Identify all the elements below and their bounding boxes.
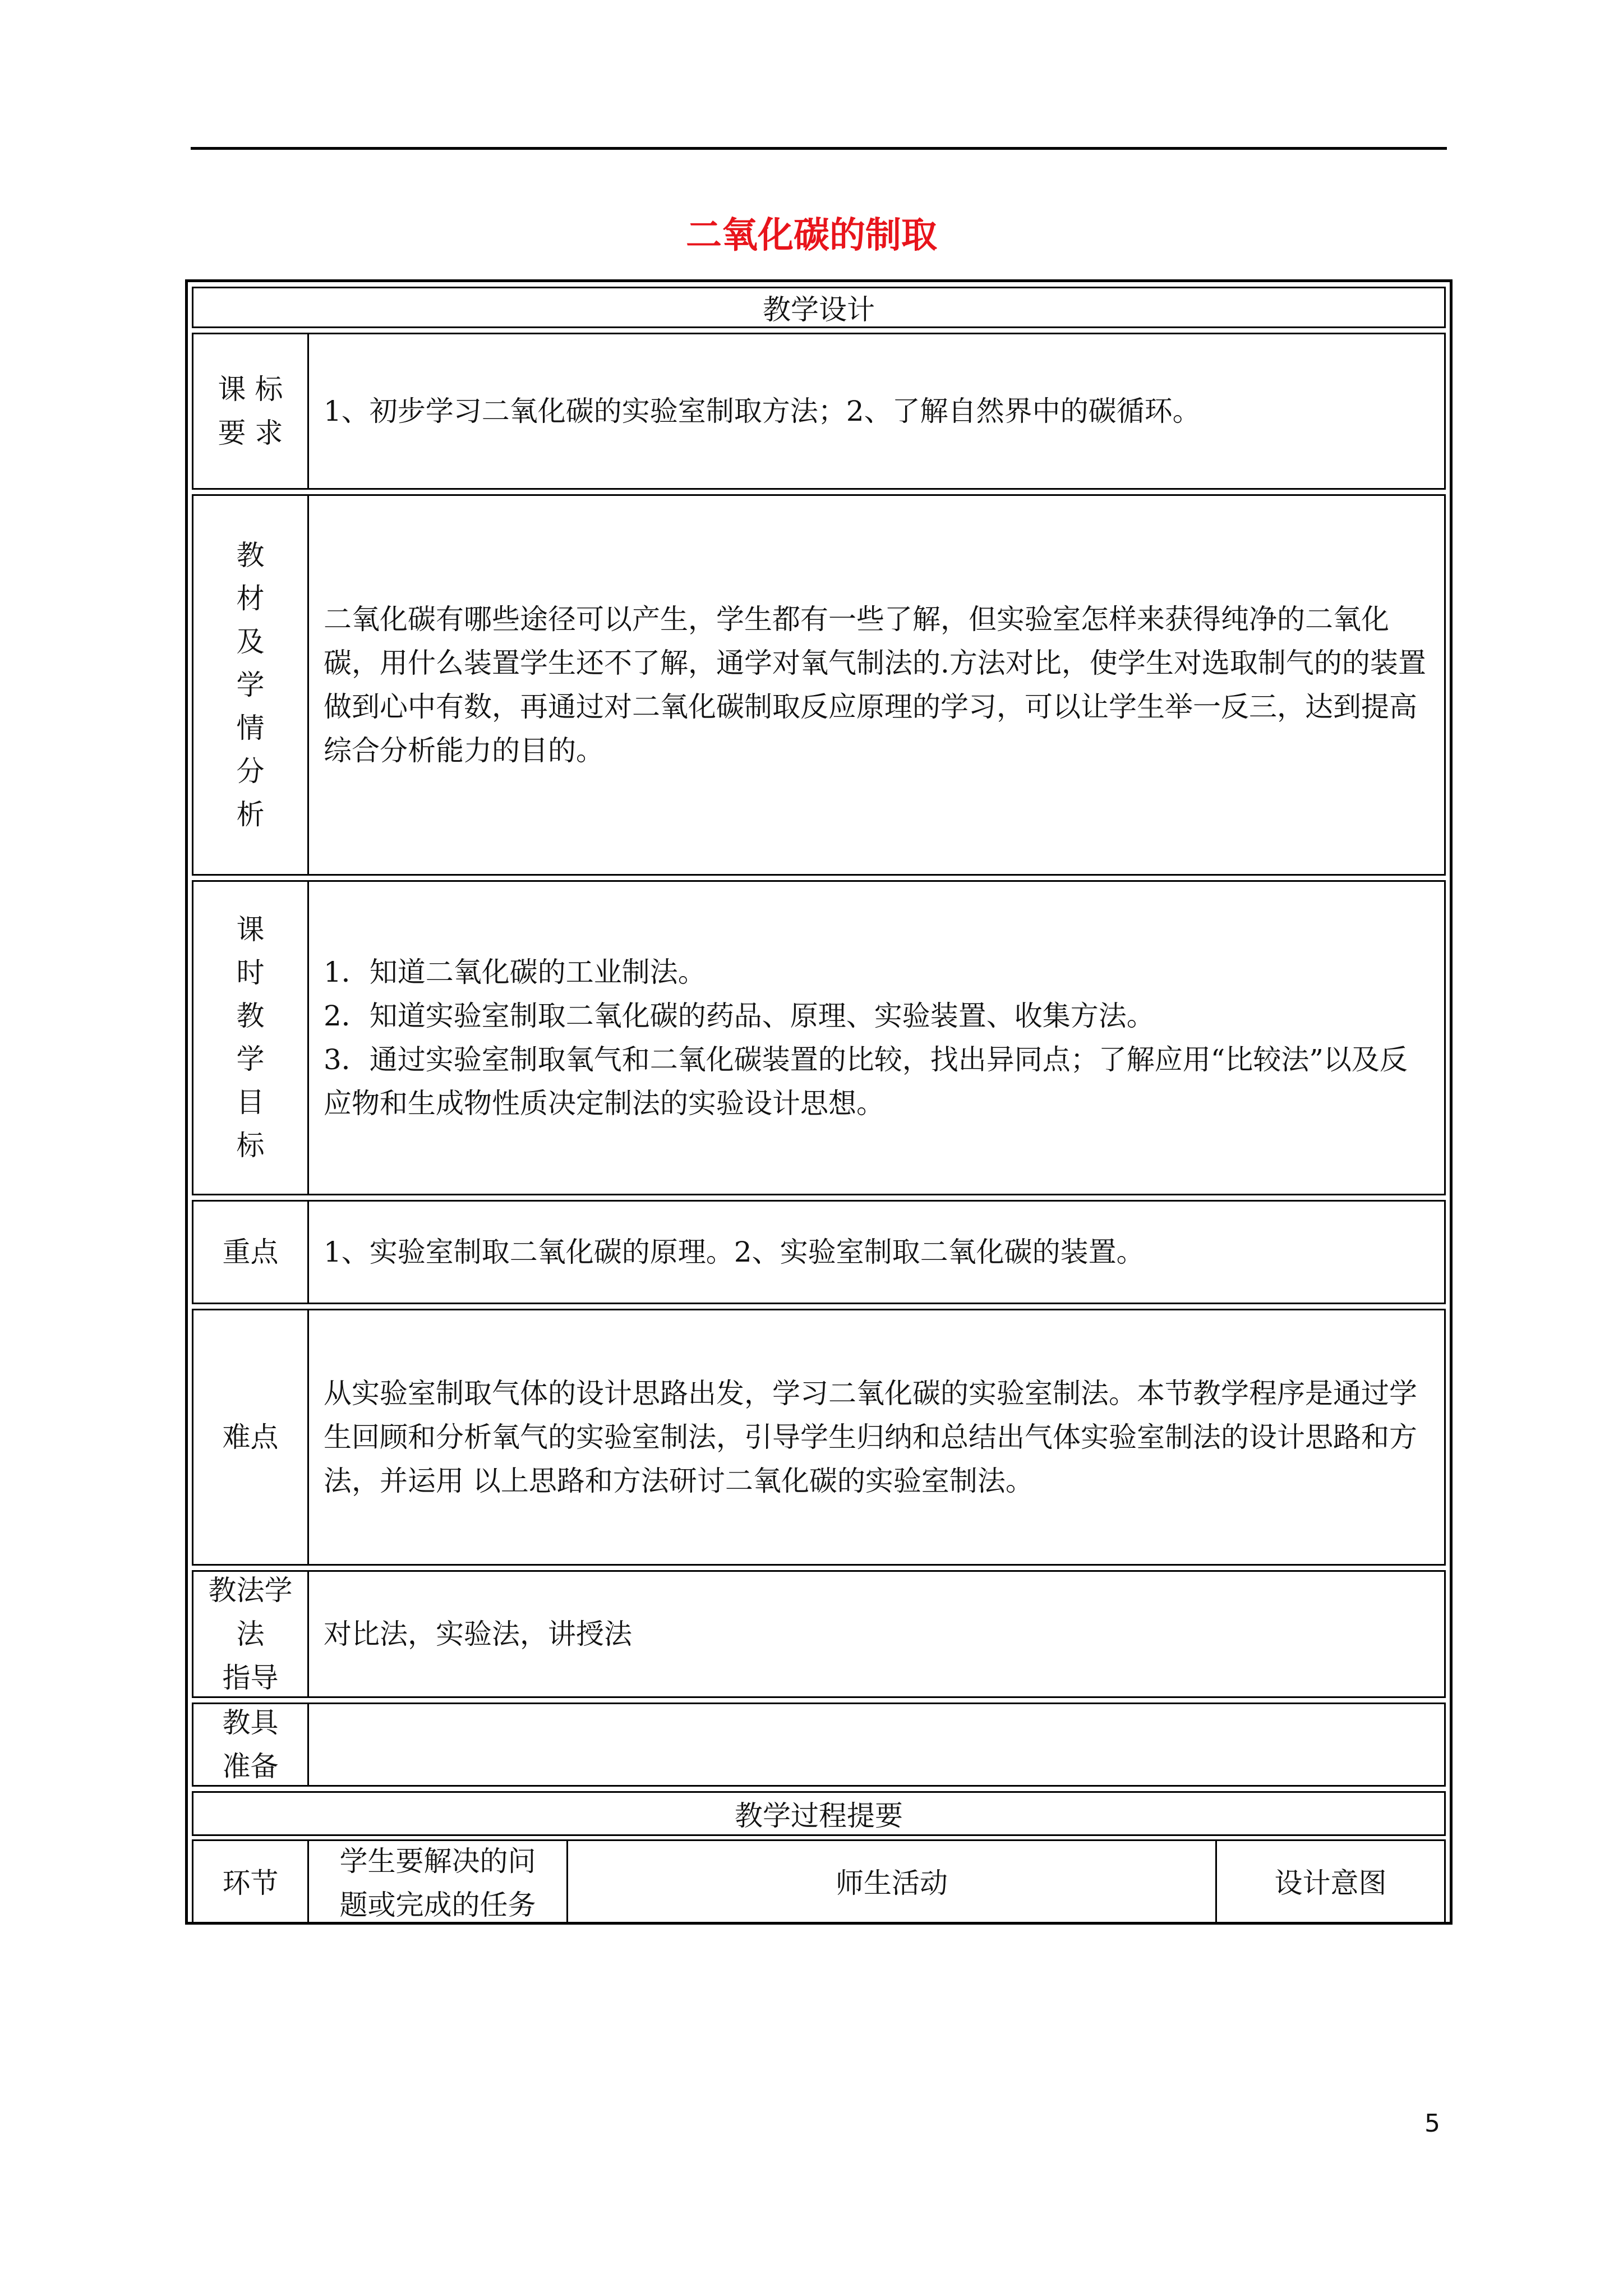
page-number: 5 (1424, 2109, 1440, 2138)
row-key-points (192, 1200, 1446, 1304)
row-content: 二氧化碳有哪些途径可以产生，学生都有一些了解，但实验室怎样来获得纯净的二氧化碳，用什么装置学生还不了解，通学对氧气制法的.方法对比，使学生对选取制气的的装置做到心中有数，再通过对二氧化碳制取反应原理的学习，可以让学生举一反三，达到提高综合分析能力的目的。 (324, 603, 1426, 767)
row-content: 从实验室制取气体的设计思路出发，学习二氧化碳的实验室制法。本节教学程序是通过学生回顾和分析氧气的实验室制法，引导学生归纳和总结出气体实验室制法的设计思路和方法，并运用 以上思路和方法研讨二氧化碳的实验室制法。 (324, 1377, 1417, 1497)
row-curriculum-standard (192, 333, 1446, 490)
page-title: 二氧化碳的制取 (686, 215, 937, 256)
row-content: 1．知道二氧化碳的工业制法。 2．知道实验室制取二氧化碳的药品、原理、实验装置、收集方法。 3．通过实验室制取氧气和二氧化碳装置的比较，找出异同点；了解应用“比较法”以及反应物和生成物性质决定制法的实验设计思想。 (324, 956, 1408, 1120)
row-teaching-methods (192, 1570, 1446, 1698)
row-material-analysis (192, 494, 1446, 876)
header-rule (191, 147, 1447, 150)
row-content: 1、初步学习二氧化碳的实验室制取方法；2、了解自然界中的碳循环。 (324, 395, 1201, 427)
row-label: 难点 (222, 1421, 279, 1453)
row-difficult-points (192, 1309, 1446, 1566)
column-header-student-task: 学生要解决的问 题或完成的任务 (339, 1844, 536, 1921)
lesson-design-table (185, 279, 1453, 1925)
row-label: 重点 (222, 1236, 279, 1268)
row-label: 课 标 要 求 (218, 373, 283, 449)
row-label: 教法学 法 指导 (208, 1574, 293, 1694)
process-header-cell (192, 1791, 1446, 1836)
column-header-design-intent: 设计意图 (1274, 1866, 1387, 1899)
row-teaching-aids (192, 1703, 1446, 1787)
design-header-text: 教学设计 (763, 293, 875, 326)
column-header-stage: 环节 (222, 1866, 279, 1899)
row-teaching-objectives (192, 880, 1446, 1195)
row-content: 对比法，实验法，讲授法 (324, 1618, 632, 1650)
column-header-activities: 师生活动 (836, 1866, 948, 1899)
process-header-text: 教学过程提要 (735, 1800, 903, 1832)
row-label: 教材及学情分析 (236, 539, 265, 831)
process-columns-row (192, 1839, 1446, 1925)
design-header-cell (192, 287, 1446, 328)
row-content: 1、实验室制取二氧化碳的原理。2、实验室制取二氧化碳的装置。 (324, 1236, 1145, 1268)
row-label: 课时教学目标 (236, 913, 265, 1162)
row-label: 教具 准备 (222, 1706, 279, 1783)
